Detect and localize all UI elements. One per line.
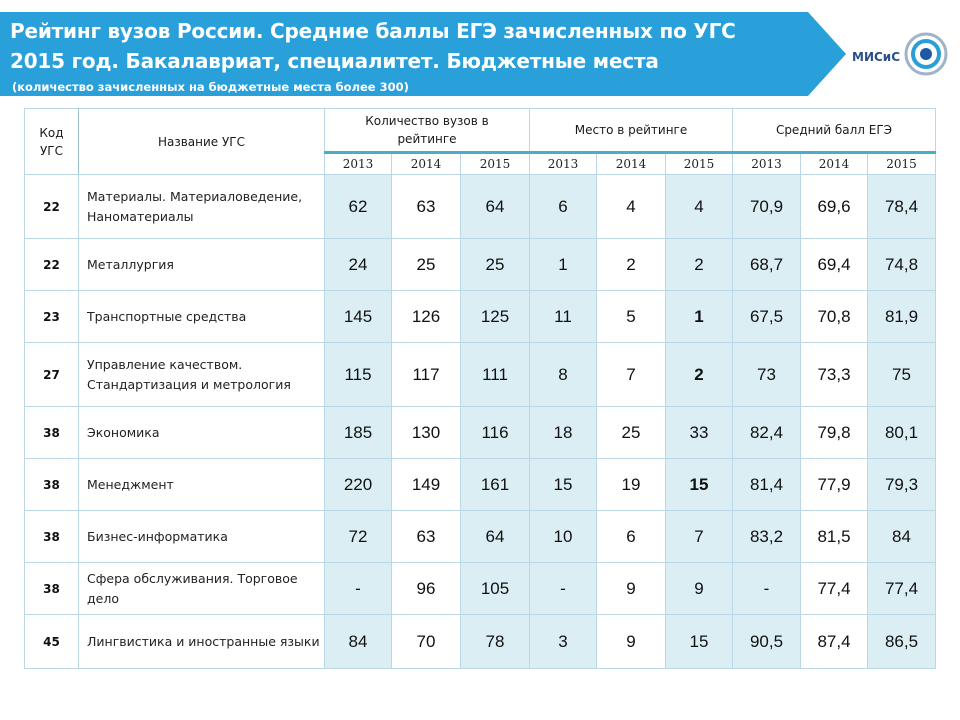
- rating-table: [24, 108, 936, 669]
- cell-place-2013: 11: [530, 291, 597, 343]
- cell-score-2014: 77,9: [801, 459, 868, 511]
- cell-place-2013: 8: [530, 343, 597, 407]
- cell-code: 22: [25, 239, 79, 291]
- cell-score-2015: 81,9: [868, 291, 936, 343]
- cell-score-2013: 67,5: [733, 291, 801, 343]
- cell-name: Менеджмент: [79, 459, 325, 511]
- cell-count-2013: 145: [325, 291, 392, 343]
- cell-place-2014: 7: [597, 343, 666, 407]
- cell-count-2014: 25: [392, 239, 461, 291]
- table-row: [25, 343, 936, 407]
- cell-count-2013: 220: [325, 459, 392, 511]
- table-row: [25, 407, 936, 459]
- cell-count-2013: -: [325, 563, 392, 615]
- cell-code: 38: [25, 563, 79, 615]
- year-header-score-2015: 2015: [868, 153, 936, 175]
- cell-score-2014: 77,4: [801, 563, 868, 615]
- cell-score-2014: 69,4: [801, 239, 868, 291]
- cell-code: 38: [25, 407, 79, 459]
- cell-score-2013: 70,9: [733, 175, 801, 239]
- table-body: [25, 175, 936, 669]
- misis-logo: [852, 30, 952, 80]
- cell-code: 45: [25, 615, 79, 669]
- year-header-place-2014: 2014: [597, 153, 666, 175]
- cell-count-2014: 130: [392, 407, 461, 459]
- cell-name: Материалы. Материаловедение, Наноматериалы: [79, 175, 325, 239]
- cell-count-2013: 62: [325, 175, 392, 239]
- year-header-count-2014: 2014: [392, 153, 461, 175]
- cell-place-2015: 9: [666, 563, 733, 615]
- cell-place-2014: 6: [597, 511, 666, 563]
- header-code: Код УГС: [25, 109, 79, 175]
- cell-score-2014: 73,3: [801, 343, 868, 407]
- cell-name: Бизнес-информатика: [79, 511, 325, 563]
- cell-name: Экономика: [79, 407, 325, 459]
- cell-place-2013: -: [530, 563, 597, 615]
- rating-table-wrapper: [24, 108, 936, 669]
- cell-score-2015: 80,1: [868, 407, 936, 459]
- header-name: Название УГС: [79, 109, 325, 175]
- cell-place-2014: 5: [597, 291, 666, 343]
- cell-count-2015: 111: [461, 343, 530, 407]
- cell-place-2013: 6: [530, 175, 597, 239]
- cell-score-2014: 87,4: [801, 615, 868, 669]
- cell-place-2015: 7: [666, 511, 733, 563]
- cell-score-2013: 68,7: [733, 239, 801, 291]
- cell-place-2014: 25: [597, 407, 666, 459]
- logo-text: МИСиС: [852, 50, 901, 64]
- cell-count-2015: 125: [461, 291, 530, 343]
- year-header-count-2013: 2013: [325, 153, 392, 175]
- year-header-place-2015: 2015: [666, 153, 733, 175]
- cell-score-2013: 73: [733, 343, 801, 407]
- cell-place-2015: 15: [666, 615, 733, 669]
- cell-score-2014: 70,8: [801, 291, 868, 343]
- cell-place-2013: 18: [530, 407, 597, 459]
- cell-place-2015: 2: [666, 343, 733, 407]
- cell-place-2014: 9: [597, 563, 666, 615]
- cell-count-2014: 70: [392, 615, 461, 669]
- header-score-group: Средний балл ЕГЭ: [733, 109, 936, 153]
- cell-count-2014: 126: [392, 291, 461, 343]
- cell-name: Транспортные средства: [79, 291, 325, 343]
- year-header-score-2014: 2014: [801, 153, 868, 175]
- cell-score-2015: 75: [868, 343, 936, 407]
- cell-score-2015: 74,8: [868, 239, 936, 291]
- cell-place-2013: 10: [530, 511, 597, 563]
- cell-count-2015: 25: [461, 239, 530, 291]
- page-title: [10, 16, 736, 76]
- header-count-group: Количество вузов в рейтинге: [325, 109, 530, 153]
- cell-code: 22: [25, 175, 79, 239]
- cell-count-2013: 24: [325, 239, 392, 291]
- table-row: [25, 291, 936, 343]
- cell-place-2013: 15: [530, 459, 597, 511]
- header-place-group: Место в рейтинге: [530, 109, 733, 153]
- table-row: [25, 239, 936, 291]
- year-header-count-2015: 2015: [461, 153, 530, 175]
- cell-count-2013: 185: [325, 407, 392, 459]
- cell-count-2014: 63: [392, 175, 461, 239]
- cell-count-2013: 115: [325, 343, 392, 407]
- cell-code: 38: [25, 459, 79, 511]
- cell-count-2014: 96: [392, 563, 461, 615]
- cell-place-2014: 9: [597, 615, 666, 669]
- cell-count-2015: 161: [461, 459, 530, 511]
- cell-place-2015: 2: [666, 239, 733, 291]
- table-row: [25, 175, 936, 239]
- cell-count-2014: 63: [392, 511, 461, 563]
- cell-count-2015: 105: [461, 563, 530, 615]
- cell-place-2015: 1: [666, 291, 733, 343]
- cell-count-2015: 64: [461, 511, 530, 563]
- table-row: [25, 563, 936, 615]
- cell-code: 38: [25, 511, 79, 563]
- year-header-score-2013: 2013: [733, 153, 801, 175]
- page-subtitle: (количество зачисленных на бюджетные места более 300): [12, 80, 409, 94]
- cell-place-2013: 3: [530, 615, 597, 669]
- cell-score-2013: 82,4: [733, 407, 801, 459]
- cell-score-2015: 79,3: [868, 459, 936, 511]
- table-row: [25, 459, 936, 511]
- cell-count-2013: 84: [325, 615, 392, 669]
- cell-score-2013: 83,2: [733, 511, 801, 563]
- cell-name: Лингвистика и иностранные языки: [79, 615, 325, 669]
- cell-score-2015: 86,5: [868, 615, 936, 669]
- cell-count-2015: 78: [461, 615, 530, 669]
- cell-name: Металлургия: [79, 239, 325, 291]
- cell-count-2015: 64: [461, 175, 530, 239]
- cell-score-2015: 78,4: [868, 175, 936, 239]
- cell-score-2013: 81,4: [733, 459, 801, 511]
- cell-place-2014: 4: [597, 175, 666, 239]
- cell-code: 23: [25, 291, 79, 343]
- cell-count-2013: 72: [325, 511, 392, 563]
- table-row: [25, 615, 936, 669]
- cell-score-2013: -: [733, 563, 801, 615]
- cell-name: Сфера обслуживания. Торговое дело: [79, 563, 325, 615]
- cell-place-2015: 4: [666, 175, 733, 239]
- cell-name: Управление качеством. Стандартизация и метрология: [79, 343, 325, 407]
- cell-place-2014: 2: [597, 239, 666, 291]
- cell-place-2013: 1: [530, 239, 597, 291]
- cell-count-2014: 117: [392, 343, 461, 407]
- cell-place-2015: 33: [666, 407, 733, 459]
- cell-code: 27: [25, 343, 79, 407]
- year-header-place-2013: 2013: [530, 153, 597, 175]
- cell-count-2015: 116: [461, 407, 530, 459]
- title-line-1: Рейтинг вузов России. Средние баллы ЕГЭ зачисленных по УГС: [10, 19, 736, 43]
- cell-score-2014: 79,8: [801, 407, 868, 459]
- cell-place-2014: 19: [597, 459, 666, 511]
- cell-score-2015: 77,4: [868, 563, 936, 615]
- cell-score-2014: 81,5: [801, 511, 868, 563]
- cell-score-2014: 69,6: [801, 175, 868, 239]
- logo-swirl-icon: [902, 30, 950, 78]
- title-line-2: 2015 год. Бакалавриат, специалитет. Бюджетные места: [10, 49, 659, 73]
- cell-count-2014: 149: [392, 459, 461, 511]
- cell-score-2013: 90,5: [733, 615, 801, 669]
- cell-place-2015: 15: [666, 459, 733, 511]
- table-row: [25, 511, 936, 563]
- cell-score-2015: 84: [868, 511, 936, 563]
